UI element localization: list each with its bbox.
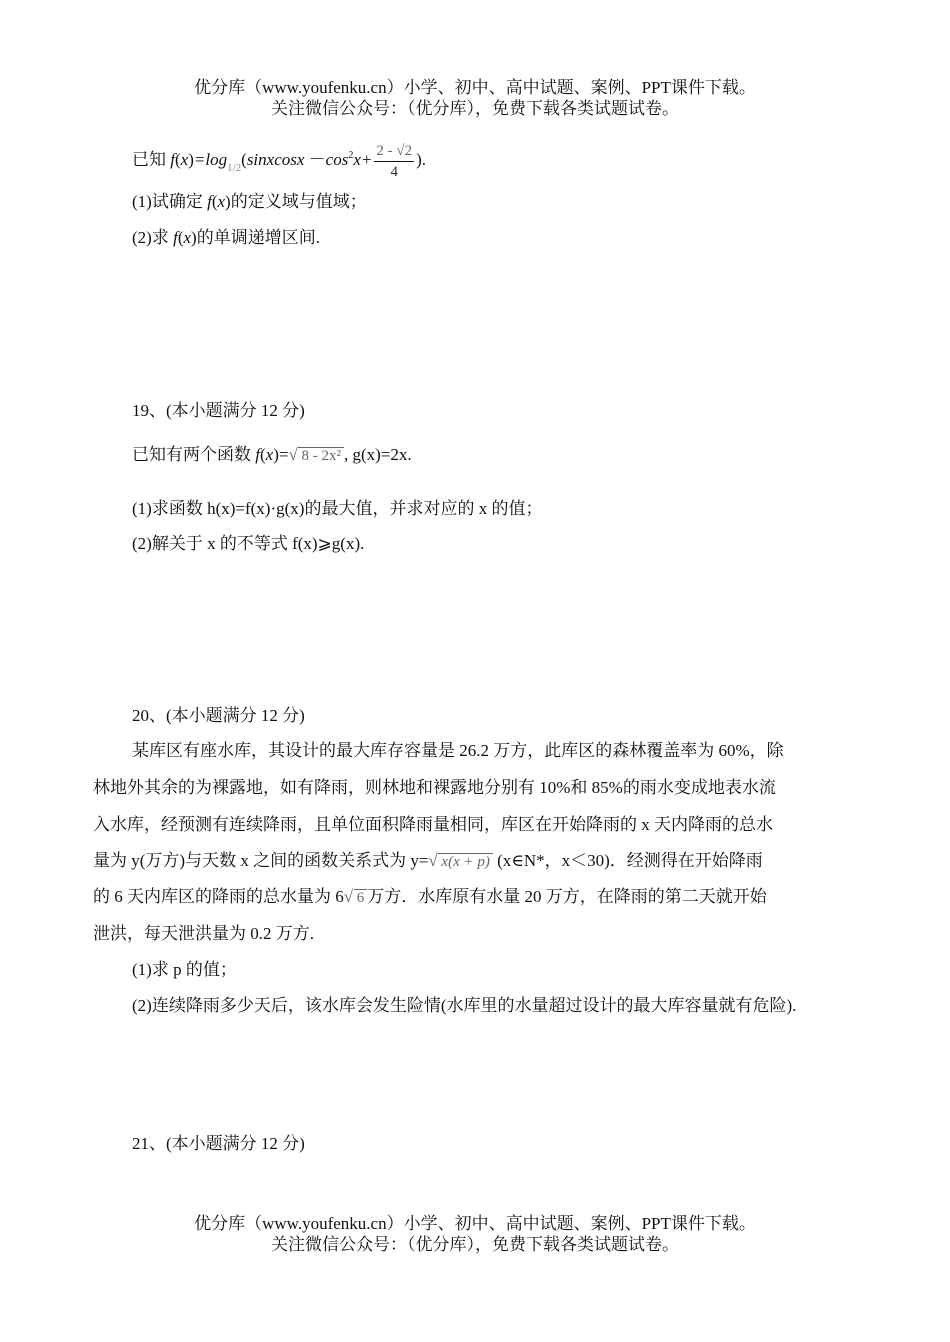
q20-paragraph-line-2: 林地外其余的为裸露地，如有降雨，则林地和裸露地分别有 10%和 85%的雨水变成地表水流 [93, 778, 776, 797]
q20-paragraph-line-6: 泄洪，每天泄洪量为 0.2 万方. [93, 924, 314, 943]
q18-part1-prefix: (1)试确定 [132, 192, 208, 211]
q18-end: ). [416, 150, 427, 169]
q19-intro-prefix: 已知有两个函数 [132, 445, 256, 464]
q20-part1: (1)求 p 的值； [132, 960, 237, 979]
q20-sqrt-xp: √ x(x + p) [428, 851, 492, 873]
q20-sqrt-6-body: 6 [354, 889, 368, 906]
q18-minus: － [304, 150, 326, 169]
q19-part1: (1)求函数 h(x)=f(x)·g(x)的最大值，并求对应的 x 的值； [132, 499, 543, 518]
q18-intro-prefix: 已知 [132, 150, 171, 169]
q18-log: =log [193, 150, 228, 169]
q18-plus-x: x+ [353, 150, 373, 169]
q18-frac-numerator: 2 - √2 [374, 141, 414, 162]
q20-paragraph-line-4 [93, 850, 763, 873]
q20-p4-suffix: (x∈N*，x＜30)．经测得在开始降雨 [492, 851, 763, 870]
q18-part1: (1)试确定 f(x)的定义域与值域； [132, 192, 367, 211]
q20-p4-prefix: 量为 y(万方)与天数 x 之间的函数关系式为 y= [93, 851, 429, 870]
q19-sqrt: √ 8 - 2x² [288, 445, 344, 467]
q20-part2: (2)连续降雨多少天后，该水库会发生险情(水库里的水量超过设计的最大库容量就有危险). [132, 996, 797, 1015]
q18-x: x [180, 150, 189, 169]
q20-p5-suffix: 万方．水库原有水量 20 万方，在降雨的第二天就开始 [367, 887, 767, 906]
header-line-2: 关注微信公众号：（优分库），免费下载各类试题试卷。 [271, 99, 679, 118]
footer-line-1: 优分库（www.youfenku.cn）小学、初中、高中试题、案例、PPT课件下载。 [194, 1214, 756, 1233]
q18-fraction [374, 141, 414, 182]
q20-sqrt-xp-body: x(x + p) [438, 853, 492, 870]
q20-p5-prefix: 的 6 天内库区的降雨的总水量为 6 [93, 887, 344, 906]
q20-sqrt-6: √ 6 [344, 887, 368, 909]
q21-title: 21、(本小题满分 12 分) [132, 1134, 305, 1153]
q18-f: f [170, 150, 175, 169]
q18-part2-prefix: (2)求 [132, 228, 174, 247]
q18-sinxcosx: sinxcosx [246, 150, 305, 169]
q20-title: 20、(本小题满分 12 分) [132, 706, 305, 725]
q18-intro: 已知 $f(x)=\log_{1/2}(sinxcosx -\cos^2x+$ $\frac{2 - √2}{4}$ ). [132, 142, 427, 180]
q19-sqrt-body: 8 - 2x² [298, 447, 344, 464]
q18-frac-denominator: 4 [390, 163, 398, 180]
q19-intro: 已知有两个函数 f(x)= √ 8 - 2x² , g(x)=2x. [132, 435, 412, 467]
q18-square: 2 [348, 150, 354, 161]
header-line-1: 优分库（www.youfenku.cn）小学、初中、高中试题、案例、PPT课件下载。 [194, 78, 756, 97]
footer-line-2: 关注微信公众号：（优分库），免费下载各类试题试卷。 [271, 1235, 679, 1254]
q18-part1-suffix: 的定义域与值域； [230, 192, 367, 211]
q19-part2: (2)解关于 x 的不等式 f(x)⩾g(x). [132, 534, 365, 553]
q18-log-base: 1/2 [227, 162, 242, 174]
q20-paragraph-line-3: 入水库，经预测有连续降雨，且单位面积降雨量相同，库区在开始降雨的 x 天内降雨的总水 [93, 815, 773, 834]
q18-part2-suffix: 的单调递增区间. [196, 228, 320, 247]
q20-paragraph-line-1: 某库区有座水库，其设计的最大库存容量是 26.2 万方，此库区的森林覆盖率为 60%，除 [132, 741, 784, 760]
q19-g-part: , g(x)=2x. [343, 445, 412, 464]
q20-paragraph-line-5 [93, 886, 767, 909]
q18-part2: (2)求 f(x)的单调递增区间. [132, 228, 320, 247]
q18-cos: cos [325, 150, 349, 169]
q19-title: 19、(本小题满分 12 分) [132, 401, 305, 420]
